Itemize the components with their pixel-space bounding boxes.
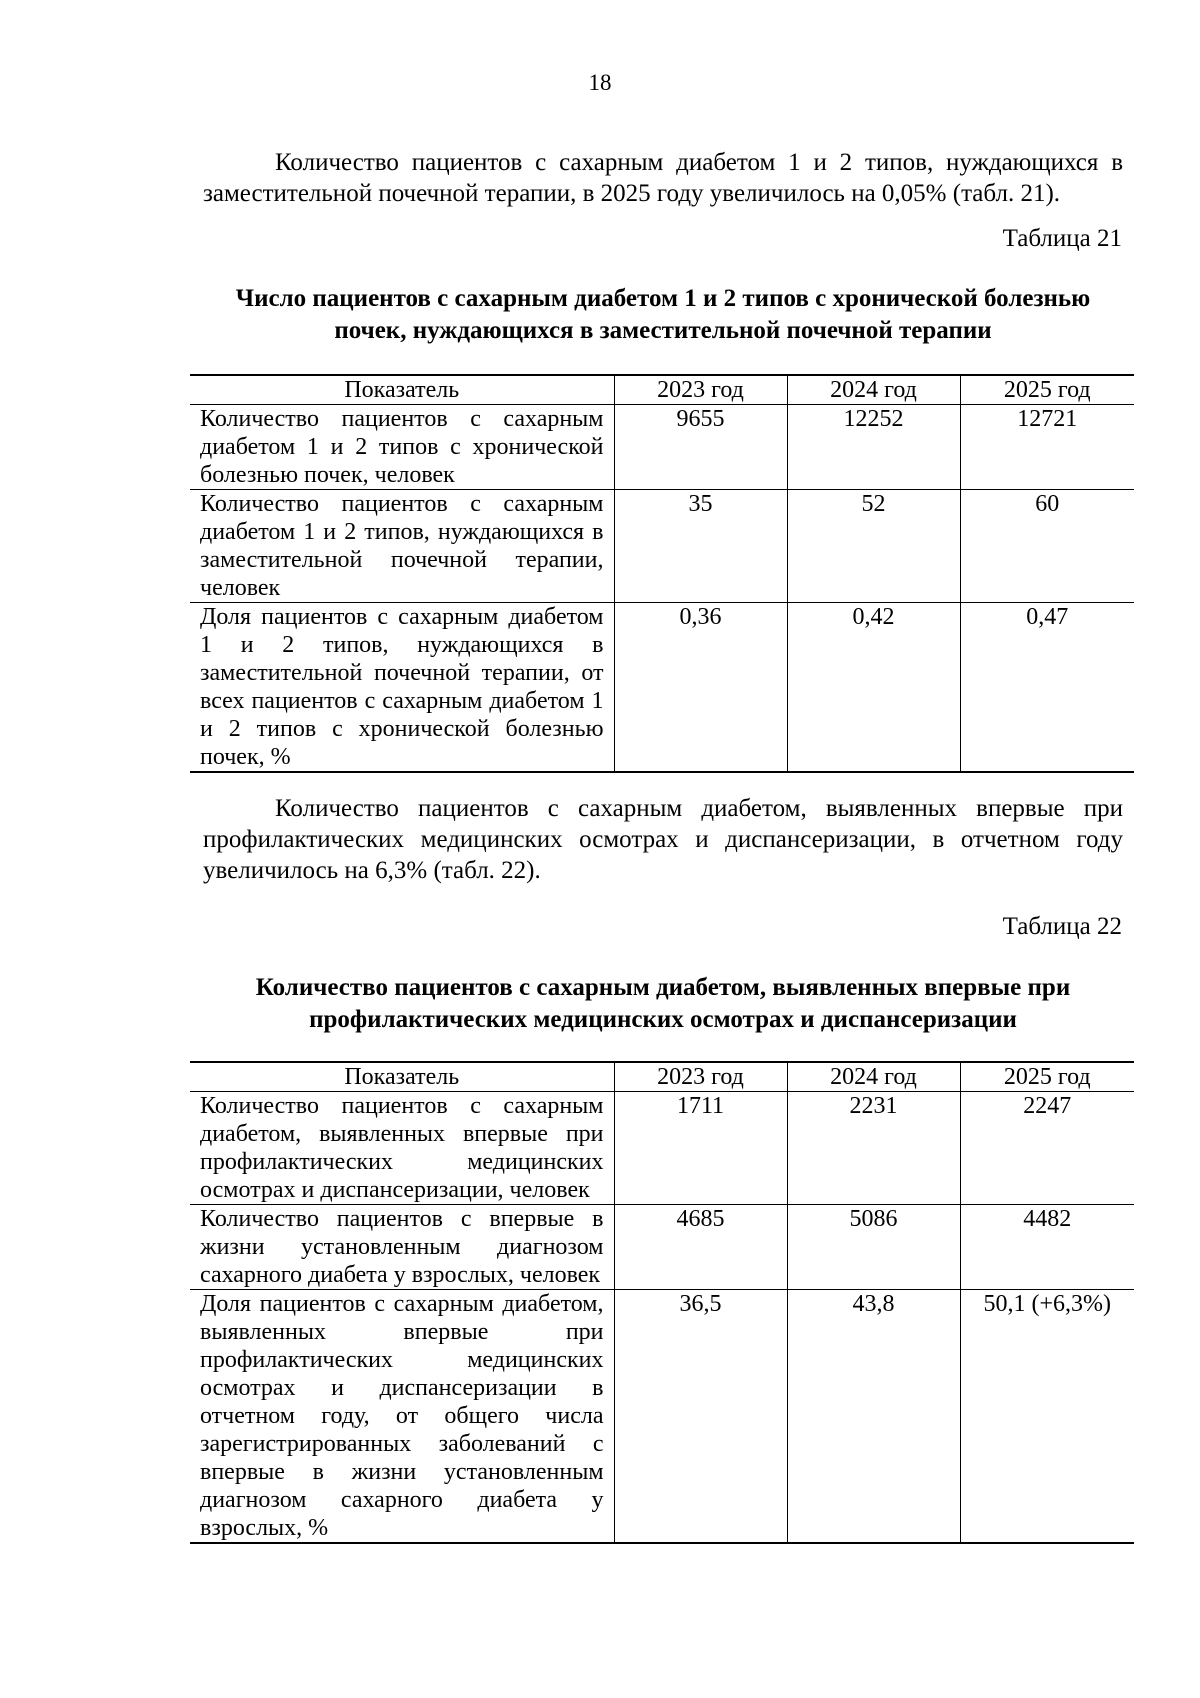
table-row xyxy=(190,1290,1134,1544)
table-21-title: Число пациентов с сахарным диабетом 1 и 2 типов с хронической болезнью почек, нуждающихся в заместительной почечной терапии xyxy=(235,285,1091,344)
column-header-2025: 2025 год xyxy=(960,1062,1134,1092)
value-2023: 1711 xyxy=(614,1092,787,1205)
table-22 xyxy=(190,1061,1134,1544)
value-2025: 50,1 (+6,3%) xyxy=(960,1290,1134,1544)
row-label: Количество пациентов с сахарным диабетом 1 и 2 типов, нуждающихся в заместительной почечной терапии, человек xyxy=(190,490,614,603)
column-header-2025: 2025 год xyxy=(960,375,1134,405)
value-2023: 0,36 xyxy=(614,603,787,773)
value-2025: 0,47 xyxy=(960,603,1134,773)
column-header-2023: 2023 год xyxy=(614,375,787,405)
page-number: 18 xyxy=(588,70,612,95)
value-2024: 43,8 xyxy=(787,1290,960,1544)
value-2024: 2231 xyxy=(787,1092,960,1205)
row-label: Количество пациентов с сахарным диабетом, выявленных впервые при профилактических медицинских осмотрах и диспансеризации, человек xyxy=(190,1092,614,1205)
table-row xyxy=(190,603,1134,773)
table-21-label: Таблица 21 xyxy=(1002,225,1122,252)
value-2024: 12252 xyxy=(787,405,960,490)
value-2023: 4685 xyxy=(614,1205,787,1290)
value-2024: 0,42 xyxy=(787,603,960,773)
table-22-header-row xyxy=(190,1062,1134,1092)
value-2023: 9655 xyxy=(614,405,787,490)
intro-paragraph-table-21: Количество пациентов с сахарным диабетом 1 и 2 типов, нуждающихся в заместительной почечной терапии, в 2025 году увеличилось на 0,05% (табл. 21). xyxy=(203,149,1123,207)
table-21 xyxy=(190,374,1134,773)
value-2023: 35 xyxy=(614,490,787,603)
intro-paragraph-table-22: Количество пациентов с сахарным диабетом, выявленных впервые при профилактических медицинских осмотрах и диспансеризации, в отчетном году увеличилось на 6,3% (табл. 22). xyxy=(203,795,1123,884)
table-row xyxy=(190,405,1134,490)
row-label: Количество пациентов с сахарным диабетом 1 и 2 типов с хронической болезнью почек, человек xyxy=(190,405,614,490)
row-label: Доля пациентов с сахарным диабетом 1 и 2 типов, нуждающихся в заместительной почечной терапии, от всех пациентов с сахарным диабетом 1 и 2 типов с хронической болезнью почек, % xyxy=(190,603,614,773)
table-22-title: Количество пациентов с сахарным диабетом, выявленных впервые при профилактических медицинских осмотрах и диспансеризации xyxy=(255,974,1071,1033)
column-header-indicator: Показатель xyxy=(190,1062,614,1092)
table-21-header-row xyxy=(190,375,1134,405)
value-2025: 4482 xyxy=(960,1205,1134,1290)
value-2025: 12721 xyxy=(960,405,1134,490)
value-2023: 36,5 xyxy=(614,1290,787,1544)
value-2024: 52 xyxy=(787,490,960,603)
column-header-2023: 2023 год xyxy=(614,1062,787,1092)
value-2025: 60 xyxy=(960,490,1134,603)
column-header-indicator: Показатель xyxy=(190,375,614,405)
table-row xyxy=(190,1092,1134,1205)
row-label: Количество пациентов с впервые в жизни установленным диагнозом сахарного диабета у взрослых, человек xyxy=(190,1205,614,1290)
value-2024: 5086 xyxy=(787,1205,960,1290)
table-row xyxy=(190,1205,1134,1290)
table-22-label: Таблица 22 xyxy=(1002,913,1122,940)
column-header-2024: 2024 год xyxy=(787,375,960,405)
column-header-2024: 2024 год xyxy=(787,1062,960,1092)
row-label: Доля пациентов с сахарным диабетом, выявленных впервые при профилактических медицинских осмотрах и диспансеризации в отчетном году, от общего числа зарегистрированных заболеваний с впервые в жизни установленным диагнозом сахарного диабета у взрослых, % xyxy=(190,1290,614,1544)
table-row xyxy=(190,490,1134,603)
value-2025: 2247 xyxy=(960,1092,1134,1205)
